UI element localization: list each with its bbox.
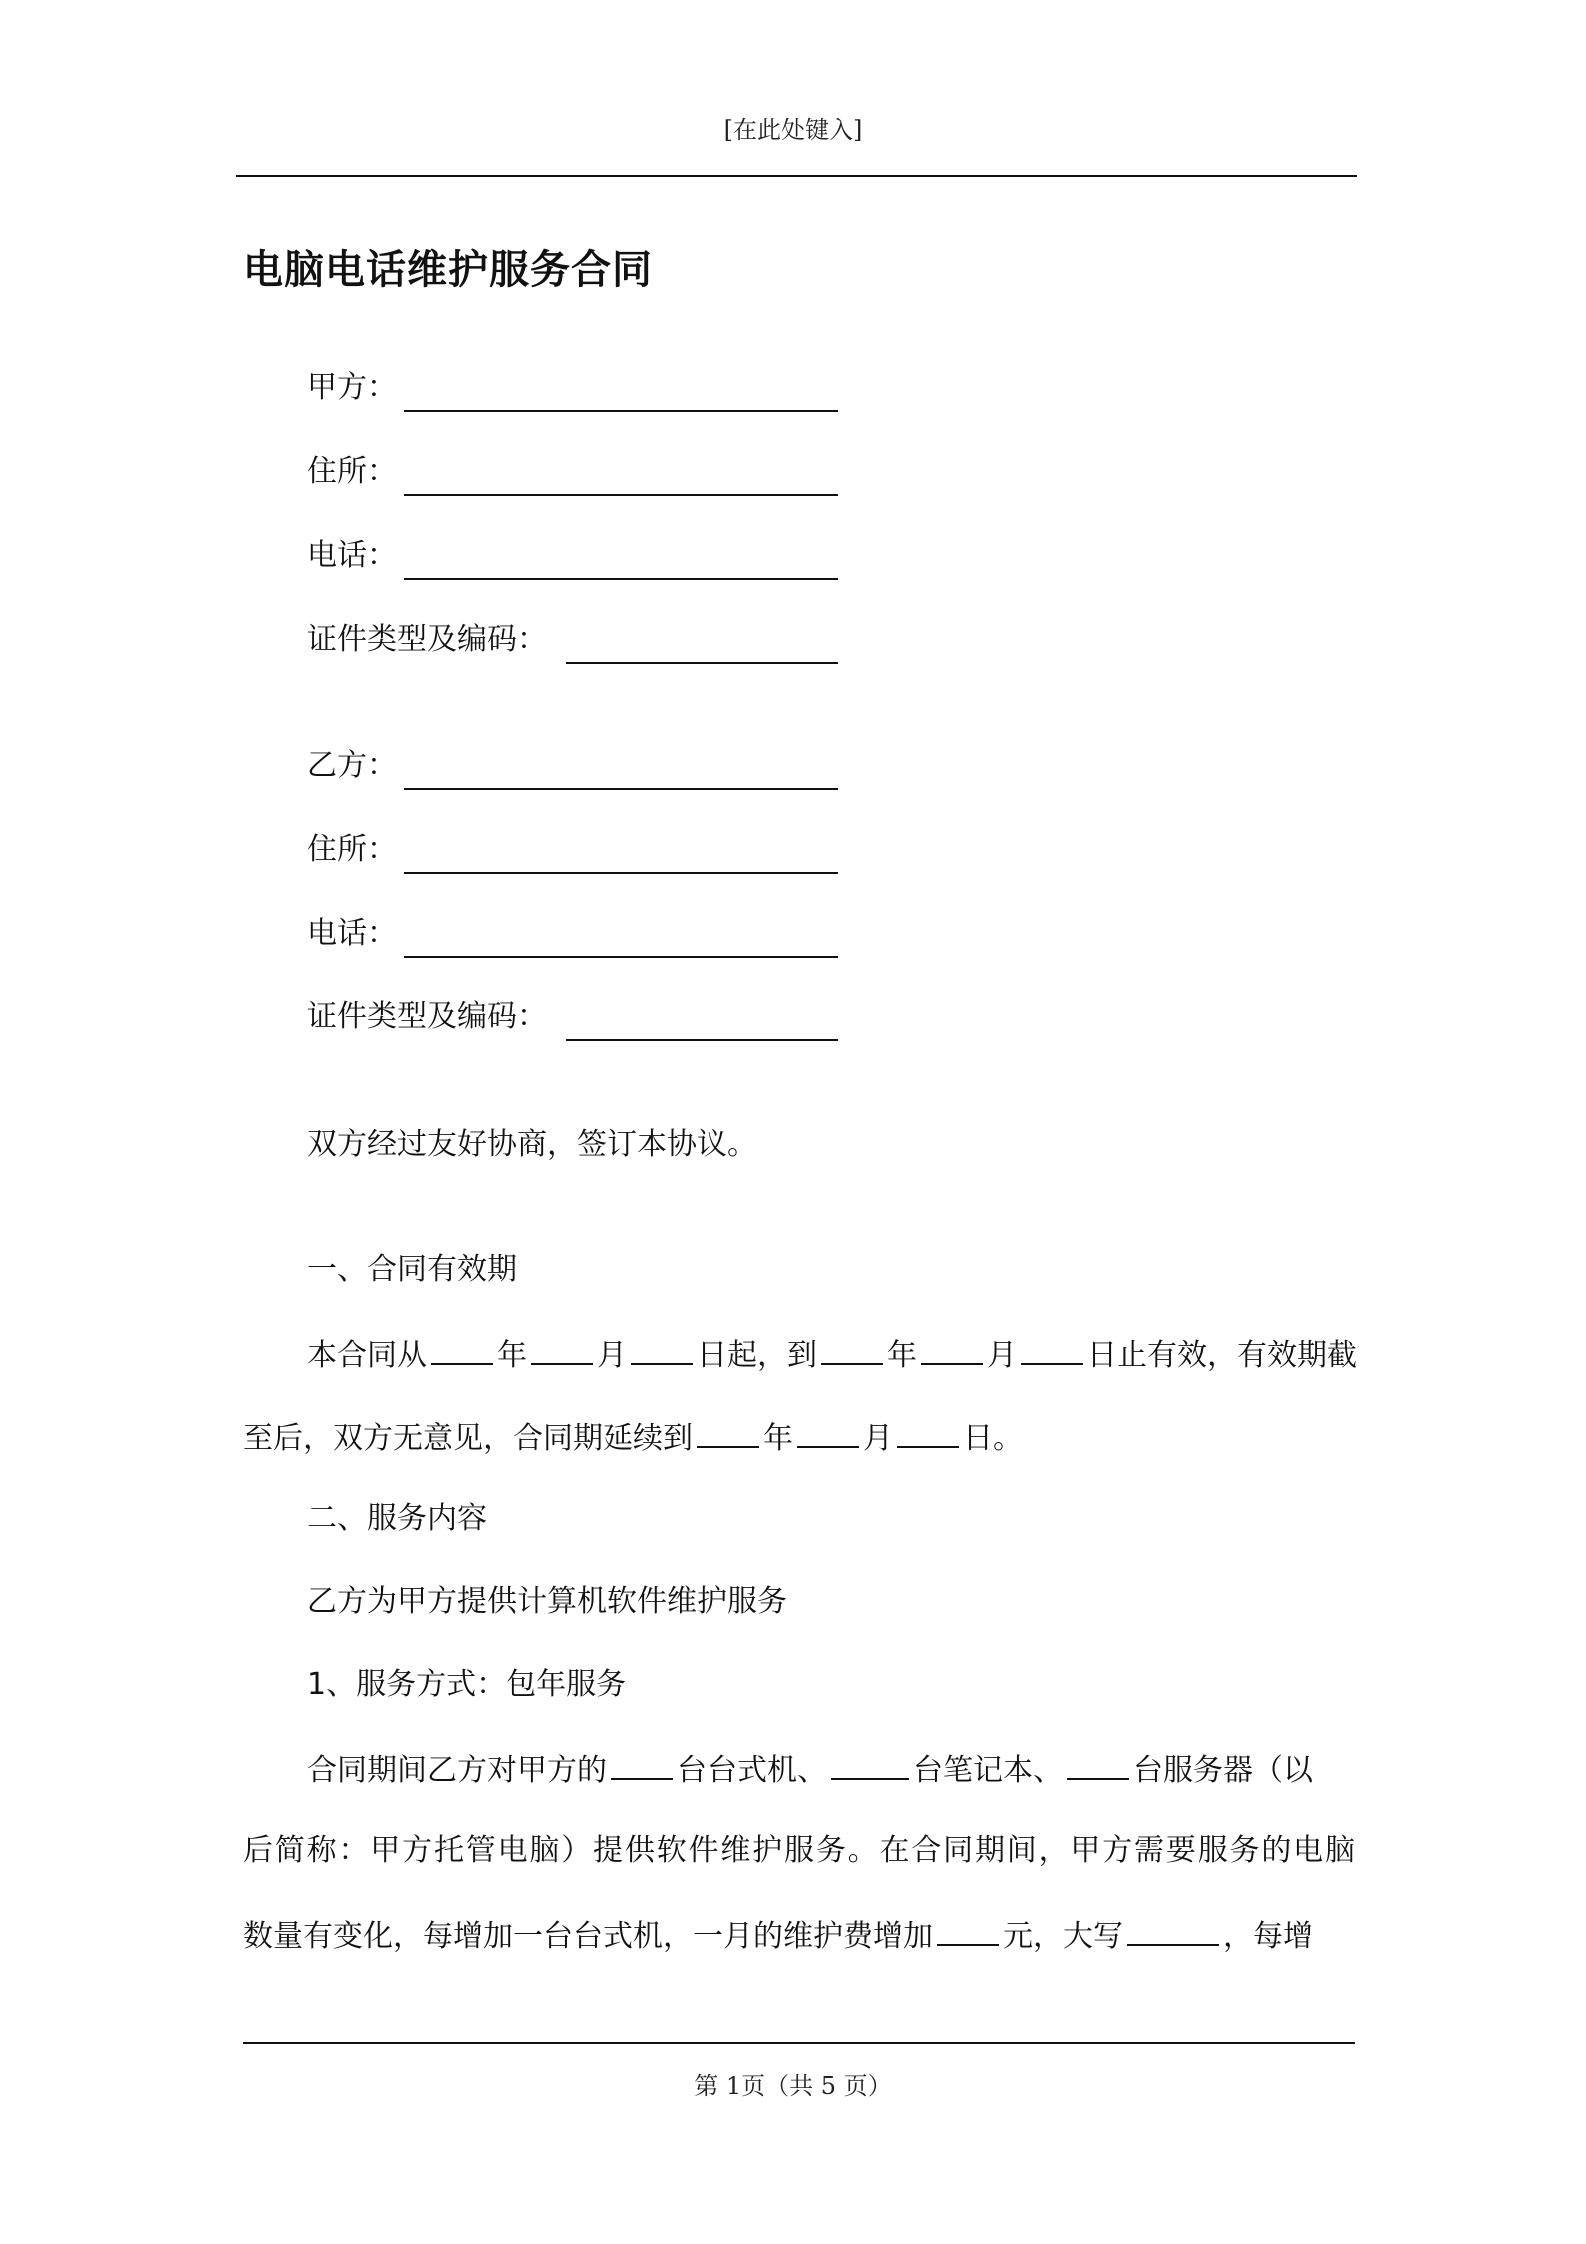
text-segment: 日起，到 bbox=[697, 1338, 817, 1373]
party-a-name-label: 甲方： bbox=[307, 370, 397, 405]
party-b-id-label: 证件类型及编码： bbox=[307, 999, 547, 1034]
text-segment: ，每增 bbox=[1223, 1919, 1313, 1954]
end-day-blank[interactable] bbox=[1021, 1333, 1083, 1365]
server-count-blank[interactable] bbox=[1067, 1748, 1129, 1780]
text-segment: 台笔记本、 bbox=[913, 1753, 1063, 1788]
footer-divider bbox=[243, 2042, 1355, 2044]
party-a-address-label: 住所： bbox=[307, 454, 397, 489]
page-footer: 第 1页（共 5 页） bbox=[694, 2072, 892, 2100]
party-a-name-field[interactable] bbox=[404, 410, 838, 412]
end-year-blank[interactable] bbox=[821, 1333, 883, 1365]
section-1-line-1 bbox=[307, 1333, 1357, 1376]
page-header: [在此处键入] bbox=[723, 116, 863, 144]
section-1-line-2 bbox=[243, 1416, 1023, 1459]
start-month-blank[interactable] bbox=[531, 1333, 593, 1365]
document-title: 电脑电话维护服务合同 bbox=[243, 247, 653, 293]
text-segment: 日止有效，有效期截 bbox=[1087, 1338, 1357, 1373]
section-2-line-3 bbox=[243, 1914, 1313, 1957]
start-year-blank[interactable] bbox=[431, 1333, 493, 1365]
section-1-heading: 一、合同有效期 bbox=[307, 1252, 517, 1287]
text-segment: 年 bbox=[497, 1338, 527, 1373]
party-a-phone-label: 电话： bbox=[307, 538, 397, 573]
text-segment: 元，大写 bbox=[1003, 1919, 1123, 1954]
party-a-address-field[interactable] bbox=[404, 494, 838, 496]
party-b-address-label: 住所： bbox=[307, 832, 397, 867]
party-b-name-label: 乙方： bbox=[307, 748, 397, 783]
text-segment: 日。 bbox=[963, 1421, 1023, 1456]
text-segment: 月 bbox=[597, 1338, 627, 1373]
text-segment: 台台式机、 bbox=[677, 1753, 827, 1788]
text-segment: 本合同从 bbox=[307, 1338, 427, 1373]
section-2-line-1 bbox=[307, 1748, 1313, 1791]
text-segment: 年 bbox=[887, 1338, 917, 1373]
party-b-phone-field[interactable] bbox=[404, 956, 838, 958]
party-b-id-field[interactable] bbox=[566, 1039, 838, 1041]
party-b-name-field[interactable] bbox=[404, 788, 838, 790]
extend-month-blank[interactable] bbox=[797, 1416, 859, 1448]
party-a-id-field[interactable] bbox=[566, 662, 838, 664]
party-a-phone-field[interactable] bbox=[404, 578, 838, 580]
desktop-count-blank[interactable] bbox=[611, 1748, 673, 1780]
text-segment: 合同期间乙方对甲方的 bbox=[307, 1753, 607, 1788]
start-day-blank[interactable] bbox=[631, 1333, 693, 1365]
section-2-heading: 二、服务内容 bbox=[307, 1501, 487, 1536]
fee-amount-blank[interactable] bbox=[937, 1914, 999, 1946]
fee-uppercase-blank[interactable] bbox=[1127, 1914, 1219, 1946]
section-2-paragraph: 乙方为甲方提供计算机软件维护服务 bbox=[307, 1584, 787, 1619]
header-divider bbox=[236, 175, 1357, 177]
party-a-id-label: 证件类型及编码： bbox=[307, 622, 547, 657]
party-b-phone-label: 电话： bbox=[307, 916, 397, 951]
section-2-line-2: 后简称：甲方托管电脑）提供软件维护服务。在合同期间，甲方需要服务的电脑 bbox=[243, 1833, 1355, 1868]
party-b-address-field[interactable] bbox=[404, 872, 838, 874]
text-segment: 至后，双方无意见，合同期延续到 bbox=[243, 1421, 693, 1456]
laptop-count-blank[interactable] bbox=[831, 1748, 909, 1780]
extend-year-blank[interactable] bbox=[697, 1416, 759, 1448]
end-month-blank[interactable] bbox=[921, 1333, 983, 1365]
extend-day-blank[interactable] bbox=[897, 1416, 959, 1448]
service-method-item: 1、服务方式：包年服务 bbox=[307, 1667, 627, 1702]
text-segment: 数量有变化，每增加一台台式机，一月的维护费增加 bbox=[243, 1919, 933, 1954]
text-segment: 台服务器（以 bbox=[1133, 1753, 1313, 1788]
text-segment: 月 bbox=[987, 1338, 1017, 1373]
text-segment: 月 bbox=[863, 1421, 893, 1456]
intro-paragraph: 双方经过友好协商，签订本协议。 bbox=[307, 1127, 757, 1162]
text-segment: 年 bbox=[763, 1421, 793, 1456]
